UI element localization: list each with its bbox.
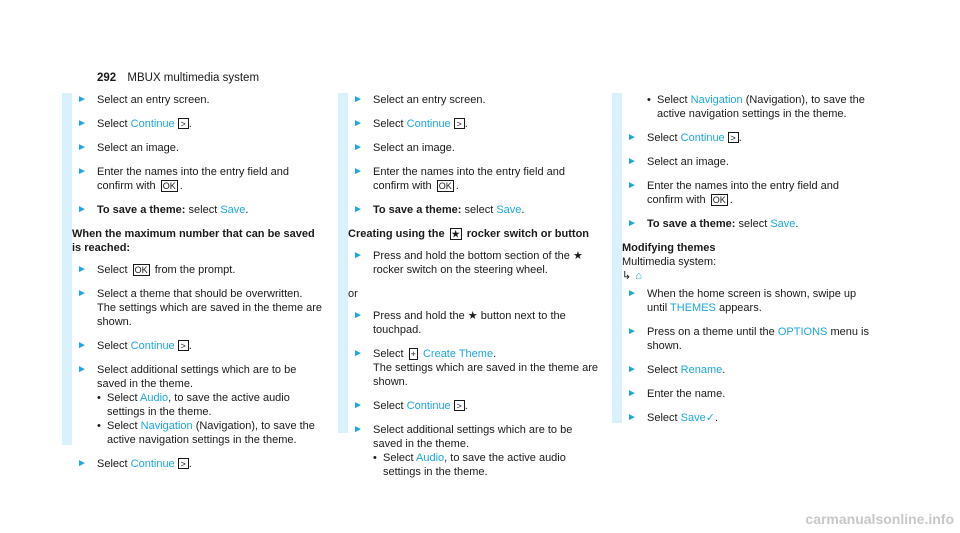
step: ► Select a theme that should be overwritten. The settings which are saved in the theme are shown. <box>77 288 323 328</box>
step: ► Select Save✓. <box>627 412 718 424</box>
step: ► Select + Create Theme. The settings which are saved in the theme are shown. <box>353 348 599 388</box>
step-arrow-icon: ► <box>77 340 87 351</box>
step-arrow-icon: ► <box>353 400 363 411</box>
step: ► Select an entry screen. <box>353 94 486 106</box>
save-link[interactable]: Save <box>496 204 522 216</box>
step: ► Select an image. <box>77 142 179 154</box>
page-header <box>97 72 259 84</box>
step: ► Enter the names into the entry field and confirm with OK . <box>353 166 566 192</box>
step: ► Select Continue > . <box>77 118 192 130</box>
step <box>612 93 874 121</box>
step: ► Select OK from the prompt. <box>77 264 236 276</box>
continue-link[interactable]: Continue <box>680 132 725 144</box>
star-icon: ★ <box>572 250 583 262</box>
chevron-right-icon: > <box>454 118 465 129</box>
column-1 <box>62 93 324 481</box>
column-3 <box>612 93 874 435</box>
step: ► Select additional settings which are to be saved in the theme. • Select Audio, to save the active audio settings in the theme. • Select Navigation (Navigation), to save the active navigation settings in the theme. <box>62 363 324 447</box>
step-arrow-icon: ► <box>77 94 87 105</box>
chevron-right-icon: > <box>178 458 189 469</box>
step: ► Select Continue > . <box>77 340 192 352</box>
bullet-item: • Select Navigation (Navigation), to save the active navigation settings in the theme. <box>647 93 874 121</box>
step-arrow-icon: ► <box>77 458 87 469</box>
plus-icon: + <box>410 349 416 359</box>
step: ► To save a theme: select Save. <box>353 204 525 216</box>
step-arrow-icon: ► <box>353 310 363 321</box>
step-arrow-icon: ► <box>627 156 637 167</box>
save-link[interactable]: Save <box>770 218 796 230</box>
page-number: 292 <box>97 72 117 84</box>
step-arrow-icon: ► <box>77 288 87 299</box>
rename-link[interactable]: Rename <box>680 364 723 376</box>
watermark: carmanualsonline.info <box>805 511 954 527</box>
chevron-right-icon: > <box>178 118 189 129</box>
menu-path: Multimedia system: ↳ ⌂ <box>622 256 717 282</box>
save-link[interactable]: Save <box>220 204 246 216</box>
step-arrow-icon: ► <box>353 348 363 359</box>
step: ► Select Continue > . <box>353 118 468 130</box>
step: ► Press on a theme until the OPTIONS menu is shown. <box>627 326 869 352</box>
column-2 <box>338 93 600 489</box>
step: ► Select additional settings which are to be saved in the theme. • Select Audio, to save the active audio settings in the theme. <box>338 423 600 479</box>
chevron-right-icon: > <box>728 132 739 143</box>
step: ► Select an entry screen. <box>77 94 210 106</box>
step-arrow-icon: ► <box>353 424 363 435</box>
ok-key-icon: OK <box>162 181 176 191</box>
step-arrow-icon: ► <box>627 288 637 299</box>
step: ► Select Continue > . <box>77 458 192 470</box>
step: ► To save a theme: select Save. <box>77 204 249 216</box>
ok-key-icon: OK <box>438 181 452 191</box>
step-arrow-icon: ► <box>77 118 87 129</box>
step: ► Select an image. <box>353 142 455 154</box>
step-arrow-icon: ► <box>627 412 637 423</box>
star-icon: ★ <box>467 310 478 322</box>
themes-link[interactable]: THEMES <box>670 302 716 314</box>
step-arrow-icon: ► <box>627 132 637 143</box>
navigation-link[interactable]: Navigation <box>140 420 193 432</box>
step-arrow-icon: ► <box>353 142 363 153</box>
bullet-item: • Select Navigation (Navigation), to save the active navigation settings in the theme. <box>97 419 324 447</box>
step: ► Select Continue > . <box>627 132 742 144</box>
step: ► Select an image. <box>627 156 729 168</box>
continue-link[interactable]: Continue <box>406 118 451 130</box>
step: ► Enter the name. <box>627 388 726 400</box>
home-icon: ⌂ <box>635 270 642 282</box>
step: ► Enter the names into the entry field and confirm with OK . <box>627 180 840 206</box>
audio-link[interactable]: Audio <box>140 392 169 404</box>
chevron-right-icon: > <box>178 340 189 351</box>
bullet-item: • Select Audio, to save the active audio settings in the theme. <box>97 391 324 419</box>
ok-key-icon: OK <box>134 265 148 275</box>
create-theme-link[interactable]: Create Theme <box>422 348 494 360</box>
step-arrow-icon: ► <box>77 142 87 153</box>
step-arrow-icon: ► <box>627 388 637 399</box>
or-text: or <box>348 288 358 300</box>
continue-link[interactable]: Continue <box>130 458 175 470</box>
step-arrow-icon: ► <box>77 264 87 275</box>
bullet-item: • Select Audio, to save the active audio settings in the theme. <box>373 451 600 479</box>
step-arrow-icon: ► <box>627 364 637 375</box>
step-arrow-icon: ► <box>353 204 363 215</box>
continue-link[interactable]: Continue <box>130 118 175 130</box>
step: ► Select Rename. <box>627 364 726 376</box>
step-arrow-icon: ► <box>627 180 637 191</box>
step: ► To save a theme: select Save. <box>627 218 799 230</box>
step-arrow-icon: ► <box>627 218 637 229</box>
step-arrow-icon: ► <box>77 204 87 215</box>
step-arrow-icon: ► <box>77 364 87 375</box>
path-arrow-icon: ↳ <box>622 270 632 282</box>
step-arrow-icon: ► <box>353 118 363 129</box>
page-section-title: MBUX multimedia system <box>127 72 260 84</box>
continue-link[interactable]: Continue <box>406 400 451 412</box>
navigation-link[interactable]: Navigation <box>690 94 743 106</box>
section-heading: Creating using the ★ rocker switch or button <box>348 228 590 240</box>
save-link[interactable]: Save <box>680 412 706 424</box>
step-arrow-icon: ► <box>77 166 87 177</box>
section-heading: When the maximum number that can be saved is reached: <box>72 228 315 254</box>
step-arrow-icon: ► <box>627 326 637 337</box>
step: ► Press and hold the bottom section of the ★ rocker switch on the steering wheel. <box>353 250 583 276</box>
step: ► Select Continue > . <box>353 400 468 412</box>
continue-link[interactable]: Continue <box>130 340 175 352</box>
star-icon: ★ <box>451 229 460 239</box>
step: ► When the home screen is shown, swipe up until THEMES appears. <box>627 288 857 314</box>
step-arrow-icon: ► <box>353 94 363 105</box>
checkmark-icon: ✓ <box>705 412 715 424</box>
options-link[interactable]: OPTIONS <box>777 326 828 338</box>
step-arrow-icon: ► <box>353 250 363 261</box>
audio-link[interactable]: Audio <box>416 452 445 464</box>
section-heading: Modifying themes <box>622 242 716 254</box>
chevron-right-icon: > <box>454 400 465 411</box>
step-arrow-icon: ► <box>353 166 363 177</box>
step: ► Press and hold the ★ button next to the touchpad. <box>353 310 566 336</box>
step: ► Enter the names into the entry field and confirm with OK . <box>77 166 290 192</box>
ok-key-icon: OK <box>712 195 726 205</box>
